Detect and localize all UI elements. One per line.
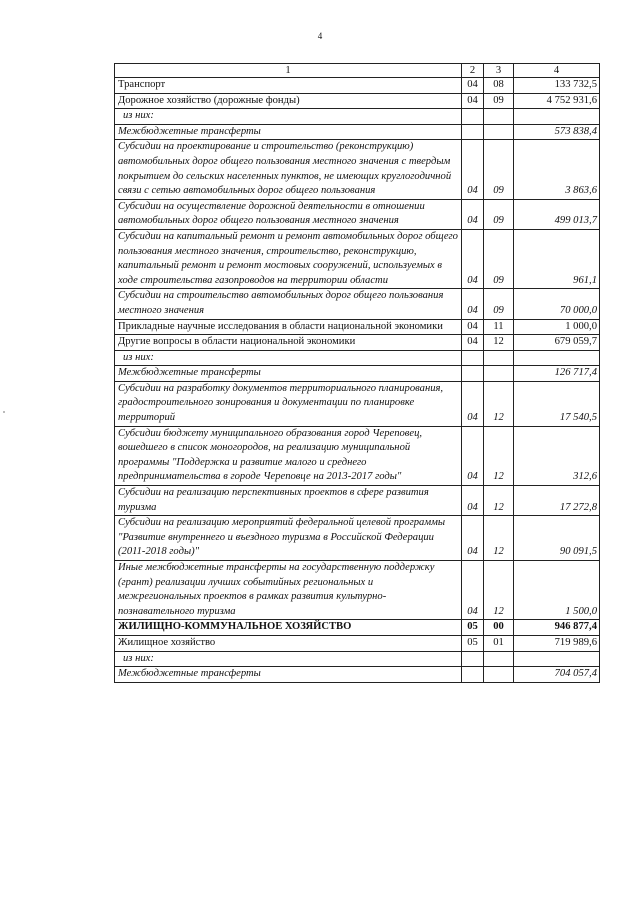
table-row [115,140,600,199]
row-section-cell: 04 [462,289,484,319]
table-row [115,78,600,94]
row-name-cell: Межбюджетные трансферты [115,366,462,382]
row-subsection-cell [484,109,514,125]
table-row [115,651,600,667]
row-amount-cell [514,109,600,125]
table-row [115,124,600,140]
row-section-cell [462,124,484,140]
row-section-cell: 05 [462,620,484,636]
row-section-cell [462,667,484,683]
table-row [115,426,600,485]
row-section-cell: 04 [462,229,484,288]
row-subsection-cell: 12 [484,486,514,516]
table-header-row [115,64,600,78]
row-name-cell: Субсидии на капитальный ремонт и ремонт автомобильных дорог общего пользования местного значения, строительство, реконструкцию, капитальный ремонт и ремонт мостовых сооружений, используемых в ходе строительства газопроводов на территории области [115,229,462,288]
row-subsection-cell: 09 [484,93,514,109]
row-amount-cell: 704 057,4 [514,667,600,683]
table-row [115,381,600,426]
row-subsection-cell: 01 [484,635,514,651]
row-amount-cell [514,350,600,366]
row-section-cell: 04 [462,486,484,516]
row-subsection-cell: 09 [484,140,514,199]
row-section-cell: 04 [462,78,484,94]
row-name-cell: Межбюджетные трансферты [115,667,462,683]
row-subsection-cell: 12 [484,561,514,620]
row-section-cell: 05 [462,635,484,651]
row-subsection-cell [484,350,514,366]
row-amount-cell: 4 752 931,6 [514,93,600,109]
row-amount-cell: 1 500,0 [514,561,600,620]
row-subsection-cell: 12 [484,381,514,426]
row-section-cell [462,651,484,667]
row-name-cell: Прикладные научные исследования в области национальной экономики [115,319,462,335]
row-amount-cell: 90 091,5 [514,516,600,561]
row-subsection-cell: 09 [484,289,514,319]
header-cell-section: 2 [462,64,484,78]
row-subsection-cell: 11 [484,319,514,335]
row-name-cell: из них: [115,350,462,366]
row-amount-cell [514,651,600,667]
row-subsection-cell [484,667,514,683]
table-row [115,319,600,335]
row-subsection-cell: 00 [484,620,514,636]
table-row [115,335,600,351]
table-row [115,486,600,516]
row-name-cell: Жилищное хозяйство [115,635,462,651]
row-subsection-cell: 09 [484,229,514,288]
row-amount-cell: 679 059,7 [514,335,600,351]
table-row [115,667,600,683]
table-row [115,561,600,620]
row-amount-cell: 133 732,5 [514,78,600,94]
row-amount-cell: 3 863,6 [514,140,600,199]
table-row [115,620,600,636]
row-section-cell: 04 [462,516,484,561]
header-cell-name: 1 [115,64,462,78]
row-subsection-cell [484,366,514,382]
table-row [115,109,600,125]
budget-table-body [115,64,600,683]
row-section-cell: 04 [462,93,484,109]
row-amount-cell: 719 989,6 [514,635,600,651]
row-amount-cell: 17 540,5 [514,381,600,426]
table-row [115,229,600,288]
budget-table [114,63,600,683]
row-amount-cell: 946 877,4 [514,620,600,636]
row-subsection-cell: 09 [484,199,514,229]
row-amount-cell: 499 013,7 [514,199,600,229]
row-amount-cell: 126 717,4 [514,366,600,382]
row-subsection-cell [484,651,514,667]
row-section-cell: 04 [462,335,484,351]
row-name-cell: Субсидии бюджету муниципального образования город Череповец, вошедшего в список моногородов, на реализацию муниципальной программы "Поддержка и развитие малого и среднего предпринимательства в городе Череповце на 2013-2017 годы" [115,426,462,485]
table-row [115,199,600,229]
row-subsection-cell [484,124,514,140]
row-name-cell: Субсидии на реализацию мероприятий федеральной целевой программы "Развитие внутреннего и въездного туризма в Российской Федерации (2011-2018 годы)" [115,516,462,561]
row-amount-cell: 70 000,0 [514,289,600,319]
row-amount-cell: 961,1 [514,229,600,288]
row-name-cell: Транспорт [115,78,462,94]
row-amount-cell: 573 838,4 [514,124,600,140]
table-row [115,516,600,561]
table-row [115,366,600,382]
row-name-cell: из них: [115,651,462,667]
row-amount-cell: 17 272,8 [514,486,600,516]
table-row [115,350,600,366]
header-cell-amount: 4 [514,64,600,78]
row-name-cell: Субсидии на разработку документов территориального планирования, градостроительного зонирования и документации по планировке территорий [115,381,462,426]
margin-mark [3,411,5,413]
row-name-cell: Дорожное хозяйство (дорожные фонды) [115,93,462,109]
row-amount-cell: 312,6 [514,426,600,485]
row-section-cell: 04 [462,319,484,335]
table-row [115,93,600,109]
row-name-cell: ЖИЛИЩНО-КОММУНАЛЬНОЕ ХОЗЯЙСТВО [115,620,462,636]
row-name-cell: Субсидии на проектирование и строительство (реконструкцию) автомобильных дорог общего пользования местного значения с твердым покрытием до сельских населенных пунктов, не имеющих круглогодичной связи с сетью автомобильных дорог общего пользования [115,140,462,199]
row-section-cell [462,350,484,366]
row-name-cell: из них: [115,109,462,125]
row-name-cell: Иные межбюджетные трансферты на государственную поддержку (грант) реализации лучших событийных региональных и межрегиональных проектов в рамках развития культурно-познавательного туризма [115,561,462,620]
row-name-cell: Межбюджетные трансферты [115,124,462,140]
row-subsection-cell: 08 [484,78,514,94]
row-section-cell: 04 [462,381,484,426]
table-row [115,635,600,651]
row-name-cell: Субсидии на осуществление дорожной деятельности в отношении автомобильных дорог общего пользования местного значения [115,199,462,229]
page-number: 4 [317,31,323,41]
row-subsection-cell: 12 [484,426,514,485]
row-name-cell: Субсидии на строительство автомобильных дорог общего пользования местного значения [115,289,462,319]
row-section-cell: 04 [462,140,484,199]
row-subsection-cell: 12 [484,335,514,351]
row-section-cell: 04 [462,561,484,620]
row-name-cell: Другие вопросы в области национальной экономики [115,335,462,351]
row-amount-cell: 1 000,0 [514,319,600,335]
row-section-cell: 04 [462,426,484,485]
row-section-cell: 04 [462,199,484,229]
header-cell-subsection: 3 [484,64,514,78]
row-section-cell [462,366,484,382]
row-subsection-cell: 12 [484,516,514,561]
row-section-cell [462,109,484,125]
row-name-cell: Субсидии на реализацию перспективных проектов в сфере развития туризма [115,486,462,516]
table-row [115,289,600,319]
